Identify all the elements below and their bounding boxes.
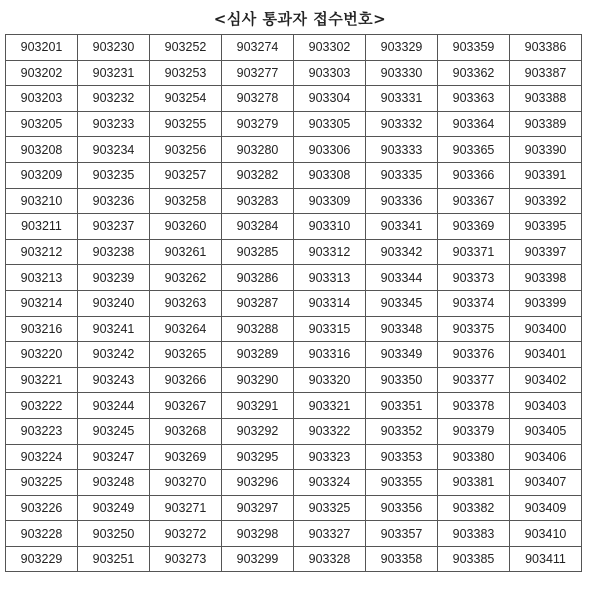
table-cell: 903375 <box>438 316 510 342</box>
table-cell: 903391 <box>510 162 582 188</box>
table-cell: 903306 <box>294 137 366 163</box>
table-cell: 903292 <box>222 418 294 444</box>
table-cell: 903342 <box>366 239 438 265</box>
table-row <box>6 188 582 214</box>
table-cell: 903341 <box>366 214 438 240</box>
table-cell: 903289 <box>222 342 294 368</box>
table-cell: 903249 <box>78 495 150 521</box>
table-cell: 903320 <box>294 367 366 393</box>
table-cell: 903382 <box>438 495 510 521</box>
table-cell: 903216 <box>6 316 78 342</box>
table-cell: 903349 <box>366 342 438 368</box>
table-cell: 903233 <box>78 111 150 137</box>
table-cell: 903380 <box>438 444 510 470</box>
table-cell: 903353 <box>366 444 438 470</box>
table-cell: 903336 <box>366 188 438 214</box>
table-cell: 903226 <box>6 495 78 521</box>
table-cell: 903232 <box>78 86 150 112</box>
table-cell: 903304 <box>294 86 366 112</box>
table-cell: 903240 <box>78 290 150 316</box>
table-cell: 903331 <box>366 86 438 112</box>
table-cell: 903230 <box>78 35 150 61</box>
table-cell: 903223 <box>6 418 78 444</box>
table-row <box>6 290 582 316</box>
table-cell: 903371 <box>438 239 510 265</box>
table-cell: 903237 <box>78 214 150 240</box>
table-row <box>6 316 582 342</box>
table-cell: 903257 <box>150 162 222 188</box>
table-cell: 903388 <box>510 86 582 112</box>
table-cell: 903277 <box>222 60 294 86</box>
table-cell: 903262 <box>150 265 222 291</box>
table-cell: 903362 <box>438 60 510 86</box>
table-cell: 903401 <box>510 342 582 368</box>
table-cell: 903268 <box>150 418 222 444</box>
table-cell: 903302 <box>294 35 366 61</box>
table-cell: 903356 <box>366 495 438 521</box>
table-cell: 903256 <box>150 137 222 163</box>
table-cell: 903254 <box>150 86 222 112</box>
table-row <box>6 162 582 188</box>
table-cell: 903287 <box>222 290 294 316</box>
table-row <box>6 470 582 496</box>
table-cell: 903357 <box>366 521 438 547</box>
table-cell: 903314 <box>294 290 366 316</box>
table-cell: 903351 <box>366 393 438 419</box>
table-cell: 903392 <box>510 188 582 214</box>
table-cell: 903312 <box>294 239 366 265</box>
table-cell: 903367 <box>438 188 510 214</box>
table-cell: 903359 <box>438 35 510 61</box>
table-cell: 903333 <box>366 137 438 163</box>
table-cell: 903205 <box>6 111 78 137</box>
table-row <box>6 342 582 368</box>
table-cell: 903313 <box>294 265 366 291</box>
table-cell: 903410 <box>510 521 582 547</box>
table-cell: 903310 <box>294 214 366 240</box>
table-cell: 903321 <box>294 393 366 419</box>
table-cell: 903378 <box>438 393 510 419</box>
table-cell: 903252 <box>150 35 222 61</box>
table-cell: 903221 <box>6 367 78 393</box>
table-cell: 903411 <box>510 546 582 572</box>
table-cell: 903303 <box>294 60 366 86</box>
table-cell: 903203 <box>6 86 78 112</box>
table-cell: 903324 <box>294 470 366 496</box>
table-cell: 903229 <box>6 546 78 572</box>
table-cell: 903260 <box>150 214 222 240</box>
table-cell: 903328 <box>294 546 366 572</box>
table-cell: 903403 <box>510 393 582 419</box>
table-cell: 903264 <box>150 316 222 342</box>
table-row <box>6 495 582 521</box>
table-cell: 903406 <box>510 444 582 470</box>
table-row <box>6 367 582 393</box>
table-cell: 903285 <box>222 239 294 265</box>
table-cell: 903323 <box>294 444 366 470</box>
table-cell: 903244 <box>78 393 150 419</box>
table-cell: 903377 <box>438 367 510 393</box>
table-cell: 903288 <box>222 316 294 342</box>
table-cell: 903332 <box>366 111 438 137</box>
receipt-number-table <box>5 34 582 572</box>
table-cell: 903407 <box>510 470 582 496</box>
table-cell: 903210 <box>6 188 78 214</box>
table-cell: 903376 <box>438 342 510 368</box>
table-cell: 903297 <box>222 495 294 521</box>
table-cell: 903282 <box>222 162 294 188</box>
table-cell: 903258 <box>150 188 222 214</box>
table-cell: 903352 <box>366 418 438 444</box>
table-cell: 903379 <box>438 418 510 444</box>
table-cell: 903325 <box>294 495 366 521</box>
table-cell: 903235 <box>78 162 150 188</box>
table-cell: 903305 <box>294 111 366 137</box>
table-cell: 903296 <box>222 470 294 496</box>
table-cell: 903309 <box>294 188 366 214</box>
table-cell: 903290 <box>222 367 294 393</box>
table-cell: 903255 <box>150 111 222 137</box>
table-cell: 903261 <box>150 239 222 265</box>
table-cell: 903247 <box>78 444 150 470</box>
table-cell: 903278 <box>222 86 294 112</box>
table-cell: 903295 <box>222 444 294 470</box>
table-cell: 903298 <box>222 521 294 547</box>
table-cell: 903231 <box>78 60 150 86</box>
table-cell: 903225 <box>6 470 78 496</box>
table-cell: 903214 <box>6 290 78 316</box>
table-cell: 903291 <box>222 393 294 419</box>
table-cell: 903395 <box>510 214 582 240</box>
table-cell: 903366 <box>438 162 510 188</box>
table-cell: 903358 <box>366 546 438 572</box>
table-cell: 903265 <box>150 342 222 368</box>
table-row <box>6 239 582 265</box>
table-cell: 903228 <box>6 521 78 547</box>
table-row <box>6 546 582 572</box>
table-cell: 903386 <box>510 35 582 61</box>
table-cell: 903253 <box>150 60 222 86</box>
table-cell: 903224 <box>6 444 78 470</box>
table-cell: 903348 <box>366 316 438 342</box>
table-cell: 903373 <box>438 265 510 291</box>
table-cell: 903344 <box>366 265 438 291</box>
table-cell: 903270 <box>150 470 222 496</box>
table-cell: 903322 <box>294 418 366 444</box>
table-cell: 903250 <box>78 521 150 547</box>
table-cell: 903274 <box>222 35 294 61</box>
table-body <box>6 35 582 572</box>
table-cell: 903315 <box>294 316 366 342</box>
table-row <box>6 418 582 444</box>
table-cell: 903329 <box>366 35 438 61</box>
table-cell: 903273 <box>150 546 222 572</box>
table-cell: 903389 <box>510 111 582 137</box>
table-row <box>6 393 582 419</box>
table-cell: 903355 <box>366 470 438 496</box>
table-cell: 903248 <box>78 470 150 496</box>
table-row <box>6 86 582 112</box>
table-cell: 903239 <box>78 265 150 291</box>
table-cell: 903284 <box>222 214 294 240</box>
table-cell: 903243 <box>78 367 150 393</box>
table-cell: 903209 <box>6 162 78 188</box>
table-cell: 903365 <box>438 137 510 163</box>
table-cell: 903241 <box>78 316 150 342</box>
table-row <box>6 111 582 137</box>
table-cell: 903390 <box>510 137 582 163</box>
table-cell: 903299 <box>222 546 294 572</box>
table-cell: 903335 <box>366 162 438 188</box>
table-cell: 903364 <box>438 111 510 137</box>
table-cell: 903222 <box>6 393 78 419</box>
table-cell: 903201 <box>6 35 78 61</box>
table-cell: 903397 <box>510 239 582 265</box>
table-cell: 903286 <box>222 265 294 291</box>
table-row <box>6 214 582 240</box>
table-cell: 903266 <box>150 367 222 393</box>
table-cell: 903383 <box>438 521 510 547</box>
table-cell: 903387 <box>510 60 582 86</box>
table-row <box>6 521 582 547</box>
table-cell: 903350 <box>366 367 438 393</box>
table-cell: 903369 <box>438 214 510 240</box>
table-cell: 903316 <box>294 342 366 368</box>
table-cell: 903381 <box>438 470 510 496</box>
table-cell: 903398 <box>510 265 582 291</box>
table-cell: 903269 <box>150 444 222 470</box>
table-row <box>6 60 582 86</box>
table-cell: 903267 <box>150 393 222 419</box>
table-cell: 903263 <box>150 290 222 316</box>
table-cell: 903409 <box>510 495 582 521</box>
table-cell: 903234 <box>78 137 150 163</box>
table-cell: 903374 <box>438 290 510 316</box>
table-cell: 903399 <box>510 290 582 316</box>
table-cell: 903279 <box>222 111 294 137</box>
table-row <box>6 137 582 163</box>
table-cell: 903251 <box>78 546 150 572</box>
table-cell: 903202 <box>6 60 78 86</box>
table-row <box>6 265 582 291</box>
table-cell: 903327 <box>294 521 366 547</box>
table-cell: 903212 <box>6 239 78 265</box>
table-cell: 903213 <box>6 265 78 291</box>
table-cell: 903220 <box>6 342 78 368</box>
table-cell: 903363 <box>438 86 510 112</box>
table-cell: 903238 <box>78 239 150 265</box>
table-cell: 903271 <box>150 495 222 521</box>
table-cell: 903308 <box>294 162 366 188</box>
page-title: <심사 통과자 접수번호> <box>213 10 387 28</box>
table-cell: 903345 <box>366 290 438 316</box>
table-cell: 903272 <box>150 521 222 547</box>
table-cell: 903330 <box>366 60 438 86</box>
table-cell: 903208 <box>6 137 78 163</box>
table-cell: 903402 <box>510 367 582 393</box>
table-cell: 903211 <box>6 214 78 240</box>
table-row <box>6 444 582 470</box>
table-cell: 903245 <box>78 418 150 444</box>
table-cell: 903385 <box>438 546 510 572</box>
table-cell: 903242 <box>78 342 150 368</box>
table-row <box>6 35 582 61</box>
table-cell: 903236 <box>78 188 150 214</box>
table-cell: 903405 <box>510 418 582 444</box>
table-cell: 903400 <box>510 316 582 342</box>
table-cell: 903283 <box>222 188 294 214</box>
table-cell: 903280 <box>222 137 294 163</box>
